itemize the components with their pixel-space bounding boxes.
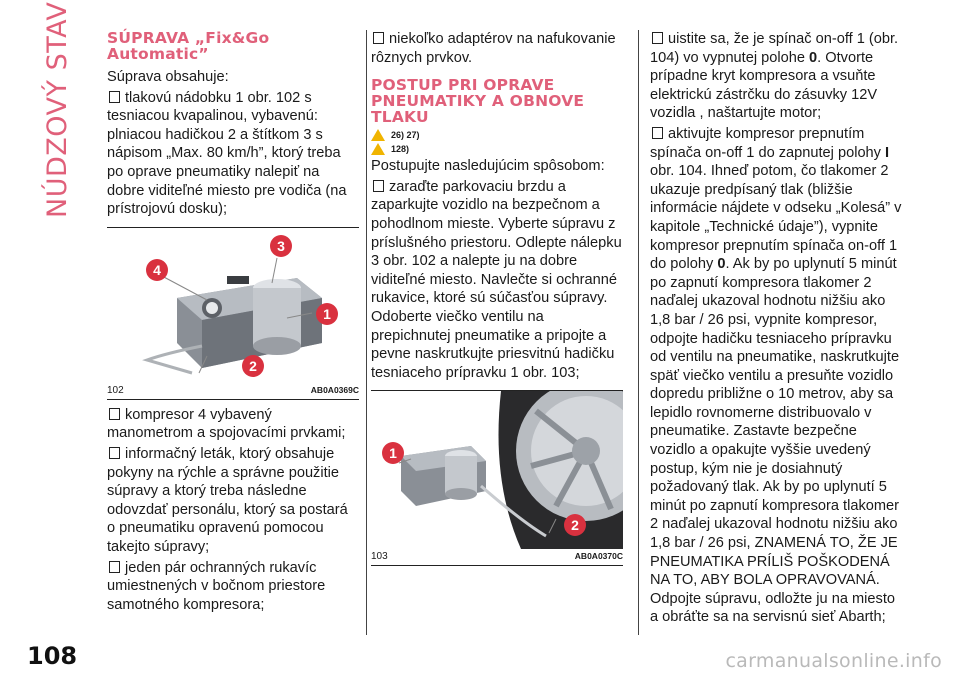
- bullet-icon: [109, 408, 120, 420]
- bullet-icon: [373, 180, 384, 192]
- column-1: [107, 30, 359, 616]
- warning-icon: [371, 129, 385, 141]
- column-divider: [366, 30, 367, 635]
- watermark: carmanualsonline.info: [725, 650, 942, 672]
- list-item: kompresor 4 vybavený manometrom a spojovacími prvkami;: [107, 406, 346, 442]
- svg-text:2: 2: [249, 357, 257, 374]
- warning-ref-row: 26) 27): [371, 129, 623, 141]
- callout-2: [242, 355, 264, 377]
- list-item: jeden pár ochranných rukavíc umiestnených v bočnom priestore samotného kompresora;: [107, 559, 326, 613]
- figure-caption: [371, 549, 623, 565]
- compressor-kit-image: [107, 228, 359, 383]
- callout-1: [382, 442, 404, 464]
- figure-code: AB0A0369C: [310, 384, 359, 395]
- procedure-intro: Postupujte nasledujúcim spôsobom:: [371, 158, 605, 175]
- kit-intro: Súprava obsahuje:: [107, 69, 229, 85]
- bullet-icon: [373, 32, 384, 44]
- svg-text:3: 3: [277, 237, 285, 254]
- svg-text:1: 1: [389, 445, 397, 462]
- tire-repair-image: [371, 391, 623, 549]
- caution-ref-row: 128): [371, 143, 623, 155]
- section-heading-procedure: POSTUP PRI OPRAVE PNEUMATIKY A OBNOVE TLAKU: [371, 76, 585, 127]
- svg-text:2: 2: [571, 517, 579, 534]
- column-2: [371, 30, 623, 572]
- list-item: uistite sa, že je spínač on-off 1 (obr. 104) vo vypnutej polohe 0. Otvorte prípadne kryt kompresora a vsuňte elektrickú zástrčku do zásuvky 12V vozidla , naštartujte motor;: [650, 31, 899, 122]
- figure-number: 102: [107, 384, 124, 396]
- column-3: [650, 30, 902, 629]
- callout-1: [316, 303, 338, 325]
- bullet-icon: [109, 91, 120, 103]
- side-label-text: NÚDZOVÝ STAV: [42, 1, 73, 218]
- list-item: niekoľko adaptérov na nafukovanie rôznych prvkov.: [371, 31, 616, 66]
- figure-code: AB0A0370C: [574, 551, 623, 562]
- callout-4: [146, 259, 168, 281]
- list-item: informačný leták, ktorý obsahuje pokyny na rýchle a správne použitie súpravy a ktorý treba následne odovzdať personálu, ktorý sa postará o pneumatiku opravenú pomocou takejto súpravy;: [107, 445, 348, 555]
- figure-102: [107, 227, 359, 400]
- svg-text:1: 1: [323, 305, 331, 322]
- column-divider: [638, 30, 639, 635]
- svg-text:4: 4: [153, 261, 161, 278]
- figure-caption: [107, 383, 359, 399]
- callout-3: [270, 235, 292, 257]
- list-item: tlakovú nádobku 1 obr. 102 s tesniacou kvapalinou, vybavenú: plniacou hadičkou 2 a štítkom 3 s nápisom „Max. 80 km/h”, ktorý treba po oprave pneumatiky nalepiť na dobre viditeľné miesto pre vodiča (na prístrojovú dosku);: [107, 89, 347, 218]
- figure-103: [371, 390, 623, 566]
- bullet-icon: [652, 127, 663, 139]
- list-item: aktivujte kompresor prepnutím spínača on-off 1 do zapnutej polohy I obr. 104. Ihneď potom, čo tlakomer 2 ukazuje predpísaný tlak (bližšie informácie nájdete v odseku „Kolesá” v kapitole „Technické údaje”), vypnite kompresor prepnutím spínača on-off 1 do polohy 0. Ak by po uplynutí 5 minút po zapnutí kompresora tlakomer 2 naďalej ukazoval hodnotu nižšiu ako 1,8 bar / 26 psi, vypnite kompresor, odpojte hadičku tesniaceho prípravku od ventilu na pneumatike, naskrutkujte späť viečko ventilu a presuňte vozidlo dopredu približne o 10 metrov, aby sa lepidlo rovnomerne distribuovalo v pneumatike. Zastavte bezpečne vozidlo a opakujte vyššie uvedený postup, kým nie je dosiahnutý požadovaný tlak. Ak by po uplynutí 5 minút po zapnutí kompresora tlakomer 2 naďalej ukazoval hodnotu nižšiu ako 1,8 bar / 26 psi, ZNAMENÁ TO, ŽE JE PNEUMATIKA PRÍLIŠ POŠKODENÁ NA TO, ABY BOLA OPRAVOVANÁ. Odpojte súpravu, odložte ju na miesto a obráťte sa na servisnú sieť Abarth;: [650, 125, 902, 626]
- bullet-icon: [652, 32, 663, 44]
- bullet-icon: [109, 447, 120, 459]
- bullet-icon: [109, 561, 120, 573]
- callout-2: [564, 514, 586, 536]
- section-side-label: [30, 1, 90, 230]
- list-item: zaraďte parkovaciu brzdu a zaparkujte vozidlo na bezpečnom a pohodlnom mieste. Vyberte súpravu z príslušného priestoru. Odlepte nálepku 3 obr. 102 a nalepte ju na dobre viditeľné miesto. Navlečte si ochranné rukavice, ktoré sú súčasťou súpravy. Odoberte viečko ventilu na prepichnutej pneumatike a pripojte a pevne naskrutkujte priesvitnú hadičku tesniaceho prípravku 1 obr. 103;: [371, 178, 622, 381]
- page-number: 108: [27, 642, 78, 670]
- section-heading-kit: SÚPRAVA „Fix&Go Automatic”: [107, 29, 270, 63]
- figure-number: 103: [371, 551, 388, 563]
- caution-icon: [371, 143, 385, 155]
